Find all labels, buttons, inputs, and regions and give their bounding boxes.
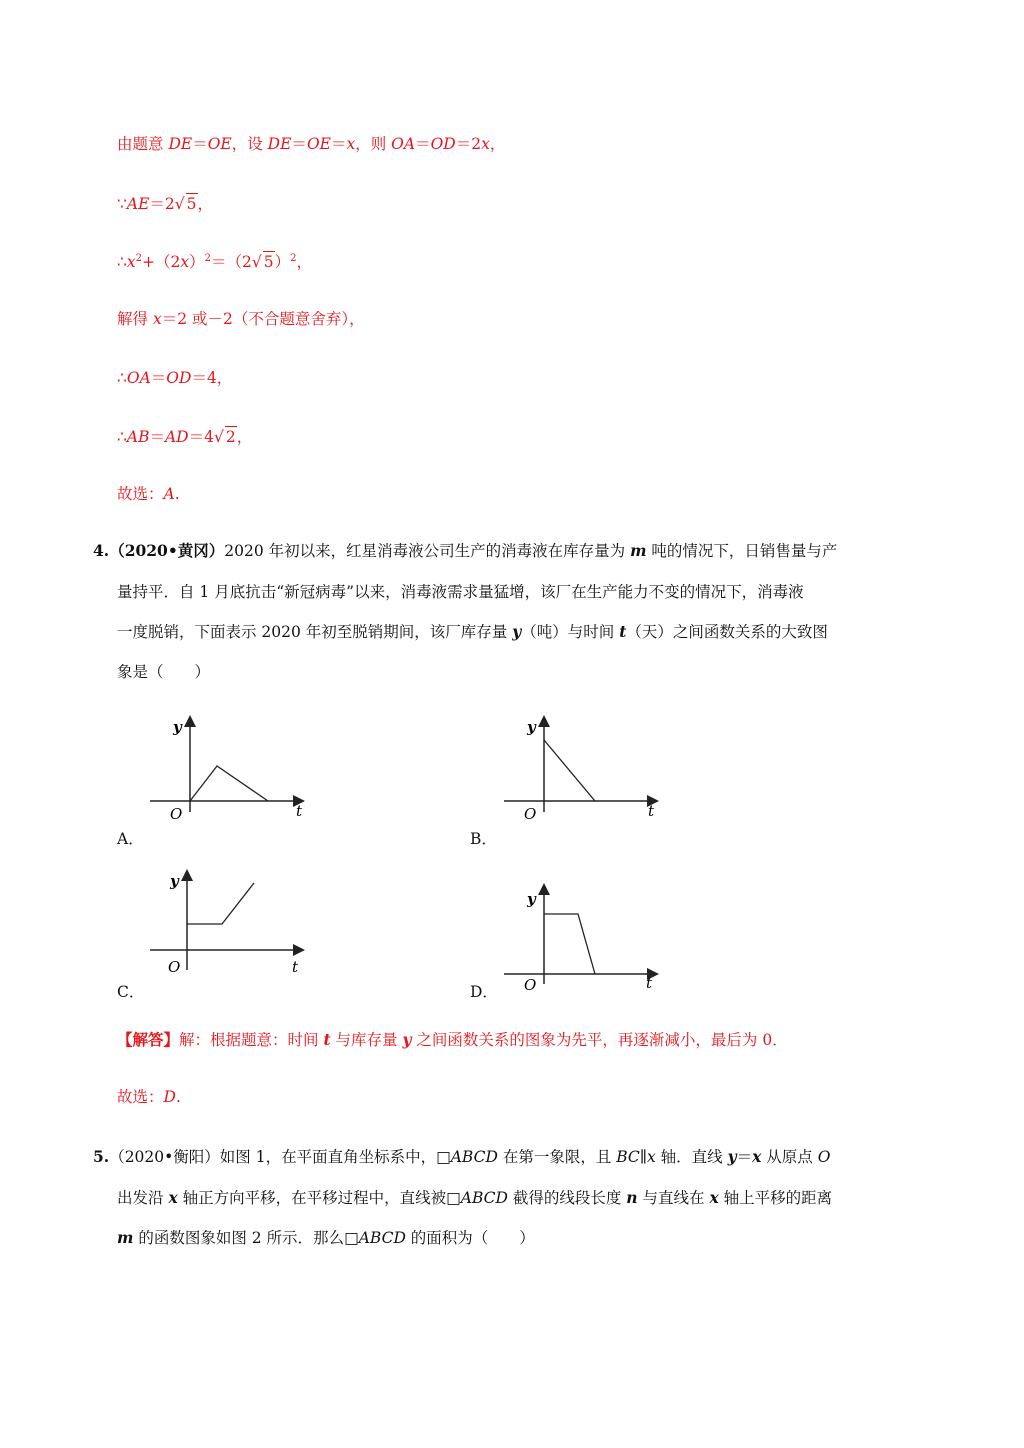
text: 解得: [117, 310, 153, 328]
text: ＝: [330, 135, 347, 153]
option-b-label[interactable]: B．: [470, 830, 497, 848]
sqrt: √ 5: [251, 253, 274, 271]
text: （天）之间函数关系的大致图: [626, 623, 828, 641]
radicand: 5: [263, 253, 274, 271]
text: ＝: [150, 369, 167, 387]
question-5-line-2: [117, 1188, 832, 1208]
var: x: [646, 1148, 656, 1166]
var: OE: [306, 135, 331, 153]
text: 轴．直线: [655, 1148, 728, 1166]
text: ，则: [355, 135, 392, 153]
text: ，: [197, 195, 214, 213]
var: x: [709, 1188, 719, 1207]
var: OA: [391, 135, 416, 153]
text: ，设: [231, 135, 268, 153]
y-axis-label: y: [527, 718, 536, 736]
solution-line-4: [117, 309, 365, 329]
y-axis-label: y: [170, 872, 179, 890]
text: 由题意: [117, 135, 169, 153]
text: ）: [189, 253, 205, 271]
text: ）: [274, 253, 291, 271]
therefore-symbol: ∴: [117, 428, 127, 446]
text: 故选：: [117, 1088, 164, 1106]
graph-option-a: [140, 712, 320, 824]
var: m: [117, 1228, 134, 1247]
radicand: 2: [225, 428, 236, 446]
origin-label: O: [524, 805, 537, 823]
text: 量持平．自 1 月底抗击“新冠病毒”以来，消毒液需求量猛增，该厂在生产能力不变的情况下，消毒液: [117, 583, 804, 601]
var: □ABCD: [344, 1229, 406, 1247]
option-d-label[interactable]: D．: [470, 983, 498, 1001]
text: ＝（2: [211, 253, 252, 271]
var: y: [512, 622, 522, 641]
solution-line-3: [117, 251, 312, 272]
x-axis-label: t: [296, 802, 303, 820]
text: 轴上平移的距离: [718, 1189, 833, 1207]
var: x: [346, 135, 356, 153]
text: 的函数图象如图 2 所示．那么: [133, 1229, 345, 1247]
text: 轴正方向平移，在平移过程中，直线被: [177, 1189, 447, 1207]
var: O: [817, 1148, 831, 1166]
text: ＝2: [149, 195, 175, 213]
text: ＝: [149, 428, 165, 446]
var: x: [752, 1147, 762, 1166]
question-4-answer: [117, 1030, 788, 1050]
var: x: [168, 1188, 178, 1207]
answer-letter: D: [163, 1088, 176, 1106]
text: .: [174, 485, 180, 503]
text: ＝: [192, 135, 208, 153]
solution-line-1: [117, 134, 505, 154]
var: OD: [430, 135, 456, 153]
var: t: [619, 622, 627, 641]
exponent: 2: [290, 253, 297, 264]
var: x: [152, 310, 162, 328]
question-4-line-3: [117, 622, 828, 642]
origin-label: O: [524, 976, 537, 992]
var: x: [180, 253, 190, 271]
var: OA: [126, 369, 151, 387]
question-4-line-2: [117, 582, 804, 602]
text: 之间函数关系的图象为先平，再逐渐减小，最后为 0．: [411, 1031, 788, 1049]
answer-letter: A: [163, 485, 175, 503]
var: t: [323, 1030, 331, 1049]
var: □ABCD: [436, 1148, 498, 1166]
var: AD: [164, 428, 189, 446]
text: 与直线在: [637, 1189, 710, 1207]
graph-line: [544, 914, 595, 974]
solution-line-6: [117, 426, 252, 447]
solution-line-5: [117, 368, 232, 388]
text: 截得的线段长度: [507, 1189, 627, 1207]
text: ，: [296, 253, 313, 271]
text: ＝2 或－2（不合题意舍弃），: [161, 310, 365, 328]
therefore-symbol: ∴: [117, 253, 127, 271]
because-symbol: ∵: [117, 195, 127, 213]
var: □ABCD: [446, 1189, 508, 1207]
text: ＝: [415, 135, 431, 153]
option-c-label[interactable]: C．: [117, 983, 145, 1001]
x-axis-label: t: [292, 958, 299, 976]
solution-line-2: [117, 193, 213, 214]
solution-answer: [117, 484, 180, 504]
text: 象是（ ）: [117, 663, 211, 681]
text: .: [175, 1088, 181, 1106]
radicand: 5: [186, 195, 197, 213]
answer-tag: 【解答】: [117, 1030, 180, 1049]
origin-label: O: [168, 958, 181, 976]
question-4-line-1: [93, 541, 837, 561]
text: 一度脱销，下面表示 2020 年初至脱销期间，该厂库存量: [117, 623, 513, 641]
y-axis-label: y: [527, 890, 536, 908]
text: 的面积为（ ）: [405, 1229, 535, 1247]
text: 2020 年初以来，红星消毒液公司生产的消毒液在库存量为: [224, 542, 631, 560]
sqrt: √ 2: [213, 428, 236, 446]
var: x: [481, 135, 490, 153]
var: OE: [207, 135, 232, 153]
x-axis-label: t: [646, 974, 653, 992]
exponent: 2: [204, 253, 211, 264]
text: 出发沿: [117, 1189, 169, 1207]
graph-option-c: [140, 866, 320, 978]
text: （吨）与时间: [521, 623, 620, 641]
graph-option-d: [494, 880, 674, 992]
text: ，: [236, 428, 253, 446]
text: ，: [489, 135, 506, 153]
graph-line: [190, 766, 268, 801]
var: y: [402, 1030, 412, 1049]
text: ＝4，: [191, 369, 233, 387]
var: BC: [616, 1148, 640, 1166]
text: 从原点: [761, 1148, 818, 1166]
question-number: 5.: [93, 1147, 110, 1166]
text: 吨的情况下，日销售量与产: [646, 542, 838, 560]
question-source: （2020•黄冈）: [109, 541, 225, 560]
text: +（2: [142, 253, 181, 271]
question-5-line-3: [117, 1228, 535, 1248]
graph-option-b: [494, 712, 674, 824]
var: n: [626, 1188, 638, 1207]
graph-line: [187, 883, 254, 924]
var: DE: [267, 135, 292, 153]
therefore-symbol: ∴: [117, 369, 127, 387]
var: m: [630, 541, 647, 560]
text: ＝2: [455, 135, 482, 153]
question-5-line-1: [93, 1147, 830, 1167]
var: DE: [168, 135, 193, 153]
text: ＝: [291, 135, 307, 153]
text: 在第一象限，且: [497, 1148, 617, 1166]
sqrt: √ 5: [174, 195, 197, 213]
question-4-line-4: [117, 662, 210, 682]
text: 故选：: [117, 485, 164, 503]
x-axis-label: t: [648, 802, 655, 820]
var: OD: [166, 369, 192, 387]
y-axis-label: y: [173, 718, 182, 736]
text: （2020•衡阳）如图 1，在平面直角坐标系中，: [109, 1148, 437, 1166]
option-a-label[interactable]: A．: [117, 830, 144, 848]
question-number: 4.: [93, 541, 110, 560]
var: x: [126, 253, 136, 271]
var: AB: [126, 428, 150, 446]
var: AE: [126, 195, 150, 213]
graph-line: [544, 740, 595, 801]
text: ＝: [736, 1148, 753, 1166]
text: 与库存量: [330, 1031, 403, 1049]
parallel-symbol: ∥: [639, 1148, 647, 1166]
exponent: 2: [135, 253, 142, 264]
origin-label: O: [170, 805, 183, 823]
var: y: [727, 1147, 737, 1166]
text: 解：根据题意：时间: [179, 1031, 324, 1049]
text: ＝4: [188, 428, 214, 446]
question-4-choice: [117, 1087, 181, 1107]
